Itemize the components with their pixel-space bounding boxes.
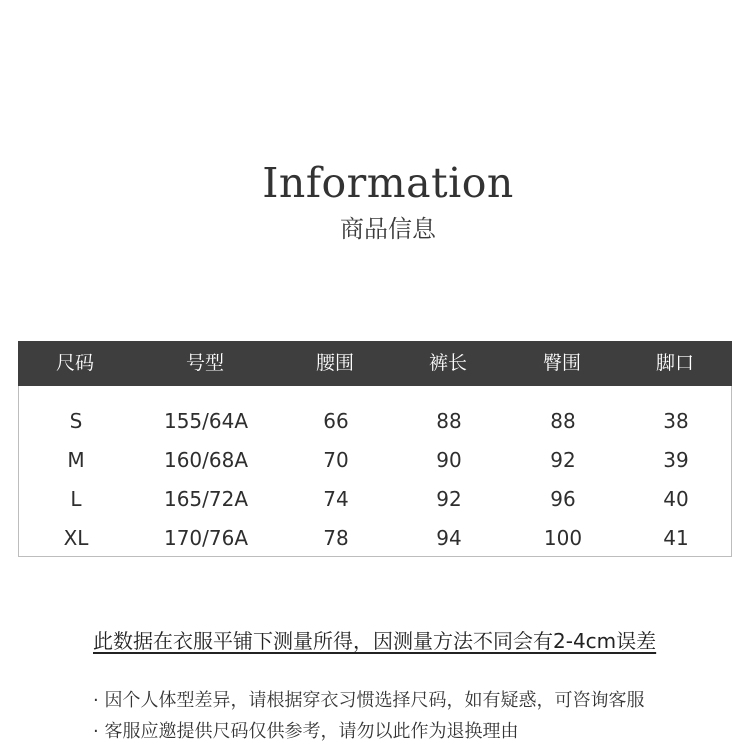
table-cell: S — [69, 409, 83, 433]
table-cell: 165/72A — [163, 487, 249, 511]
table-cell: 39 — [663, 448, 689, 472]
table-cell: 38 — [663, 409, 689, 433]
table-cell: L — [70, 487, 82, 511]
table-cell: M — [67, 448, 85, 472]
table-cell: 66 — [323, 409, 349, 433]
table-cell: 88 — [550, 409, 576, 433]
column-header-leg-opening: 脚口 — [655, 352, 694, 374]
column-header-pants-length: 裤长 — [428, 352, 467, 374]
table-cell: 74 — [323, 487, 349, 511]
table-cell: 88 — [436, 409, 462, 433]
column-header-waist: 腰围 — [315, 352, 354, 374]
table-cell: 90 — [436, 448, 462, 472]
table-cell: 96 — [550, 487, 576, 511]
title-english: Information — [262, 159, 514, 207]
table-cell: 100 — [543, 526, 583, 550]
table-cell: 78 — [323, 526, 349, 550]
table-cell: XL — [63, 526, 89, 550]
column-header-model: 号型 — [185, 352, 224, 374]
table-cell: 92 — [436, 487, 462, 511]
size-table — [18, 341, 732, 557]
note-item: · 因个人体型差异，请根据穿衣习惯选择尺码，如有疑惑，可咨询客服 — [93, 690, 645, 711]
table-cell: 70 — [323, 448, 349, 472]
table-cell: 94 — [436, 526, 462, 550]
table-cell: 41 — [663, 526, 689, 550]
table-cell: 40 — [663, 487, 689, 511]
table-cell: 92 — [550, 448, 576, 472]
column-header-hip: 臀围 — [542, 352, 581, 374]
table-header — [18, 341, 732, 386]
table-cell: 155/64A — [163, 409, 249, 433]
column-header-size: 尺码 — [55, 352, 94, 374]
table-cell: 170/76A — [163, 526, 249, 550]
table-cell: 160/68A — [163, 448, 249, 472]
measurement-notice: 此数据在衣服平铺下测量所得，因测量方法不同会有2-4cm误差 — [93, 629, 657, 653]
note-item: · 客服应邀提供尺码仅供参考，请勿以此作为退换理由 — [93, 721, 519, 742]
title-chinese: 商品信息 — [340, 215, 436, 243]
